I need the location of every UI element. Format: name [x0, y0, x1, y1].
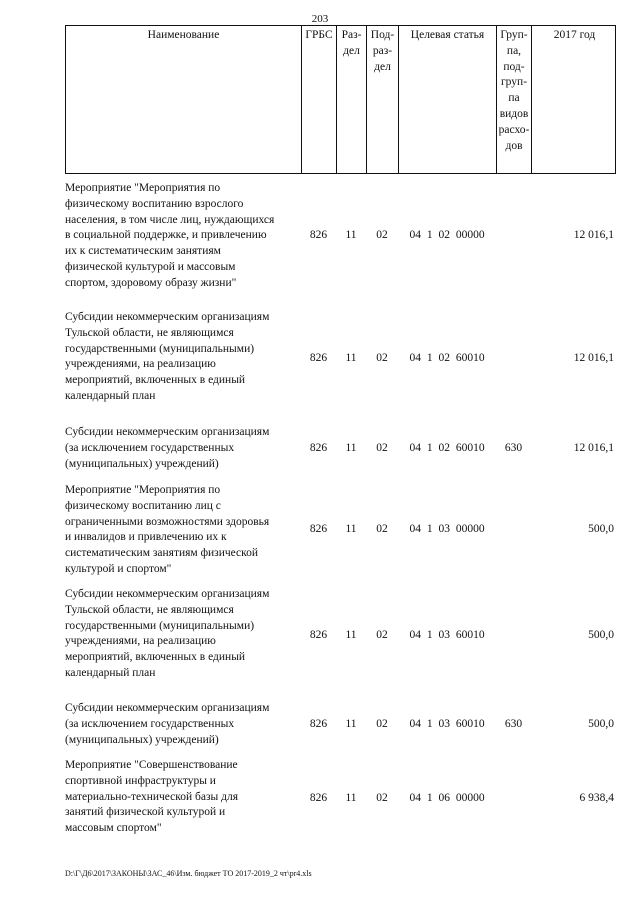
row-podrazdel: 02	[376, 442, 388, 454]
header-gruppa-line: видов	[499, 107, 529, 120]
row-name-line: массовым спортом"	[65, 822, 162, 835]
row-value: 12 016,1	[573, 352, 614, 364]
row-name-line: мероприятий, включенных в единый	[65, 651, 246, 664]
row-name	[65, 310, 301, 405]
header-razdel-line: дел	[343, 44, 360, 57]
row-name-line: Субсидии некоммерческим организациям	[65, 311, 270, 323]
row-value: 12 016,1	[573, 229, 614, 241]
row-grbs: 826	[309, 442, 328, 454]
row-name-line: государственными (муниципальными)	[65, 342, 255, 355]
row-value: 500,0	[588, 523, 614, 535]
row-name-line: физическому воспитанию взрослого	[65, 197, 244, 210]
row-podrazdel: 02	[376, 229, 388, 241]
row-grbs: 826	[309, 718, 328, 730]
row-name-line: материально-технической базы для	[65, 790, 239, 803]
row-celevaya: 04 1 03 60010	[409, 718, 485, 730]
row-name-line: систематическим занятиям физической	[65, 547, 259, 560]
header-gruppa-line: па	[508, 92, 520, 105]
header-gruppa-line: па,	[506, 44, 522, 57]
row-value: 6 938,4	[579, 792, 614, 804]
row-value: 500,0	[588, 718, 614, 730]
row-name	[65, 758, 301, 837]
row-name-line: мероприятий, включенных в единый	[65, 374, 246, 387]
row-name-line: календарный план	[65, 666, 156, 679]
row-name-line: (муниципальных) учреждений)	[65, 733, 219, 746]
row-name-line: Тульской области, не являющимся	[65, 326, 234, 339]
row-celevaya: 04 1 03 60010	[409, 629, 485, 641]
header-gruppa-line: расхо-	[498, 123, 530, 136]
row-name-line: Субсидии некоммерческим организациям	[65, 702, 270, 714]
row-grbs: 826	[309, 629, 328, 641]
row-name-line: Субсидии некоммерческим организациям	[65, 426, 270, 438]
row-name-line: государственными (муниципальными)	[65, 619, 255, 632]
row-celevaya: 04 1 02 00000	[409, 229, 485, 241]
header-razdel	[337, 26, 367, 173]
row-razdel: 11	[345, 718, 357, 730]
header-grbs-label: ГРБС	[305, 29, 333, 41]
header-gruppa-line: дов	[505, 139, 523, 152]
row-celevaya: 04 1 02 60010	[409, 442, 485, 454]
row-name-line: Мероприятие "Совершенствование	[65, 759, 238, 771]
row-name-line: Мероприятие "Мероприятия по	[65, 182, 221, 194]
header-podrazdel-line: Под-	[370, 29, 395, 41]
row-name	[65, 587, 301, 682]
row-name-line: населения, в том числе лиц, нуждающихся	[65, 213, 275, 226]
header-celevaya	[399, 26, 497, 173]
page-number: 203	[311, 13, 329, 25]
row-name-line: (за исключением государственных	[65, 441, 235, 454]
row-gruppa: 630	[504, 442, 523, 454]
row-name-line: Тульской области, не являющимся	[65, 603, 234, 616]
header-podrazdel	[367, 26, 399, 173]
row-name-line: занятий физической культурой и	[65, 806, 226, 819]
header-year	[532, 26, 617, 173]
row-grbs: 826	[309, 792, 328, 804]
row-name-line: учреждениями, на реализацию	[65, 635, 216, 648]
row-name-line: культурой и спортом"	[65, 562, 172, 575]
row-name-line: физическому воспитанию лиц с	[65, 499, 221, 512]
row-name-line: Мероприятие "Мероприятия по	[65, 484, 221, 496]
header-year-label: 2017 год	[553, 29, 596, 41]
row-name-line: Субсидии некоммерческим организациям	[65, 588, 270, 600]
row-celevaya: 04 1 02 60010	[409, 352, 485, 364]
row-name-line: ограниченными возможностями здоровья	[65, 515, 270, 528]
row-podrazdel: 02	[376, 523, 388, 535]
row-name-line: календарный план	[65, 389, 156, 402]
row-grbs: 826	[309, 352, 328, 364]
row-name-line: спортивной инфраструктуры и	[65, 774, 216, 787]
header-gruppa-line: Груп-	[500, 29, 528, 41]
row-name	[65, 181, 301, 292]
header-name	[66, 26, 302, 173]
row-value: 12 016,1	[573, 442, 614, 454]
row-name-line: их к систематическим занятиям	[65, 245, 221, 258]
file-path-footer: D:\Г\Д6\2017\ЗАКОНЫ\ЗАС_46\Изм. бюджет ТО 2017-2019_2 чт\pr4.xls	[65, 869, 312, 878]
row-razdel: 11	[345, 629, 357, 641]
table-header	[65, 25, 616, 174]
row-podrazdel: 02	[376, 629, 388, 641]
row-razdel: 11	[345, 352, 357, 364]
row-podrazdel: 02	[376, 352, 388, 364]
header-grbs	[302, 26, 337, 173]
row-gruppa: 630	[504, 718, 523, 730]
row-grbs: 826	[309, 523, 328, 535]
row-name-line: спортом, здоровому образу жизни"	[65, 276, 237, 289]
row-name-line: (муниципальных) учреждений)	[65, 457, 219, 470]
header-podrazdel-line: дел	[374, 60, 391, 73]
row-razdel: 11	[345, 442, 357, 454]
header-gruppa-line: груп-	[500, 76, 528, 89]
row-name-line: (за исключением государственных	[65, 717, 235, 730]
header-name-label: Наименование	[147, 29, 220, 41]
row-value: 500,0	[588, 629, 614, 641]
row-razdel: 11	[345, 523, 357, 535]
row-razdel: 11	[345, 792, 357, 804]
row-name	[65, 701, 301, 748]
header-razdel-line: Раз-	[341, 29, 362, 41]
row-name-line: в социальной поддержке, и привлечению	[65, 229, 267, 242]
header-gruppa-line: под-	[503, 60, 525, 73]
row-name-line: и инвалидов и привлечению их к	[65, 531, 227, 544]
row-grbs: 826	[309, 229, 328, 241]
row-name	[65, 483, 301, 578]
row-podrazdel: 02	[376, 792, 388, 804]
row-celevaya: 04 1 03 00000	[409, 523, 485, 535]
header-gruppa	[497, 26, 532, 173]
row-name-line: физической культурой и массовым	[65, 260, 236, 273]
row-name	[65, 425, 301, 472]
header-celevaya-label: Целевая статья	[410, 29, 485, 41]
row-podrazdel: 02	[376, 718, 388, 730]
header-podrazdel-line: раз-	[372, 44, 393, 57]
row-razdel: 11	[345, 229, 357, 241]
row-name-line: учреждениями, на реализацию	[65, 358, 216, 371]
row-celevaya: 04 1 06 00000	[409, 792, 485, 804]
